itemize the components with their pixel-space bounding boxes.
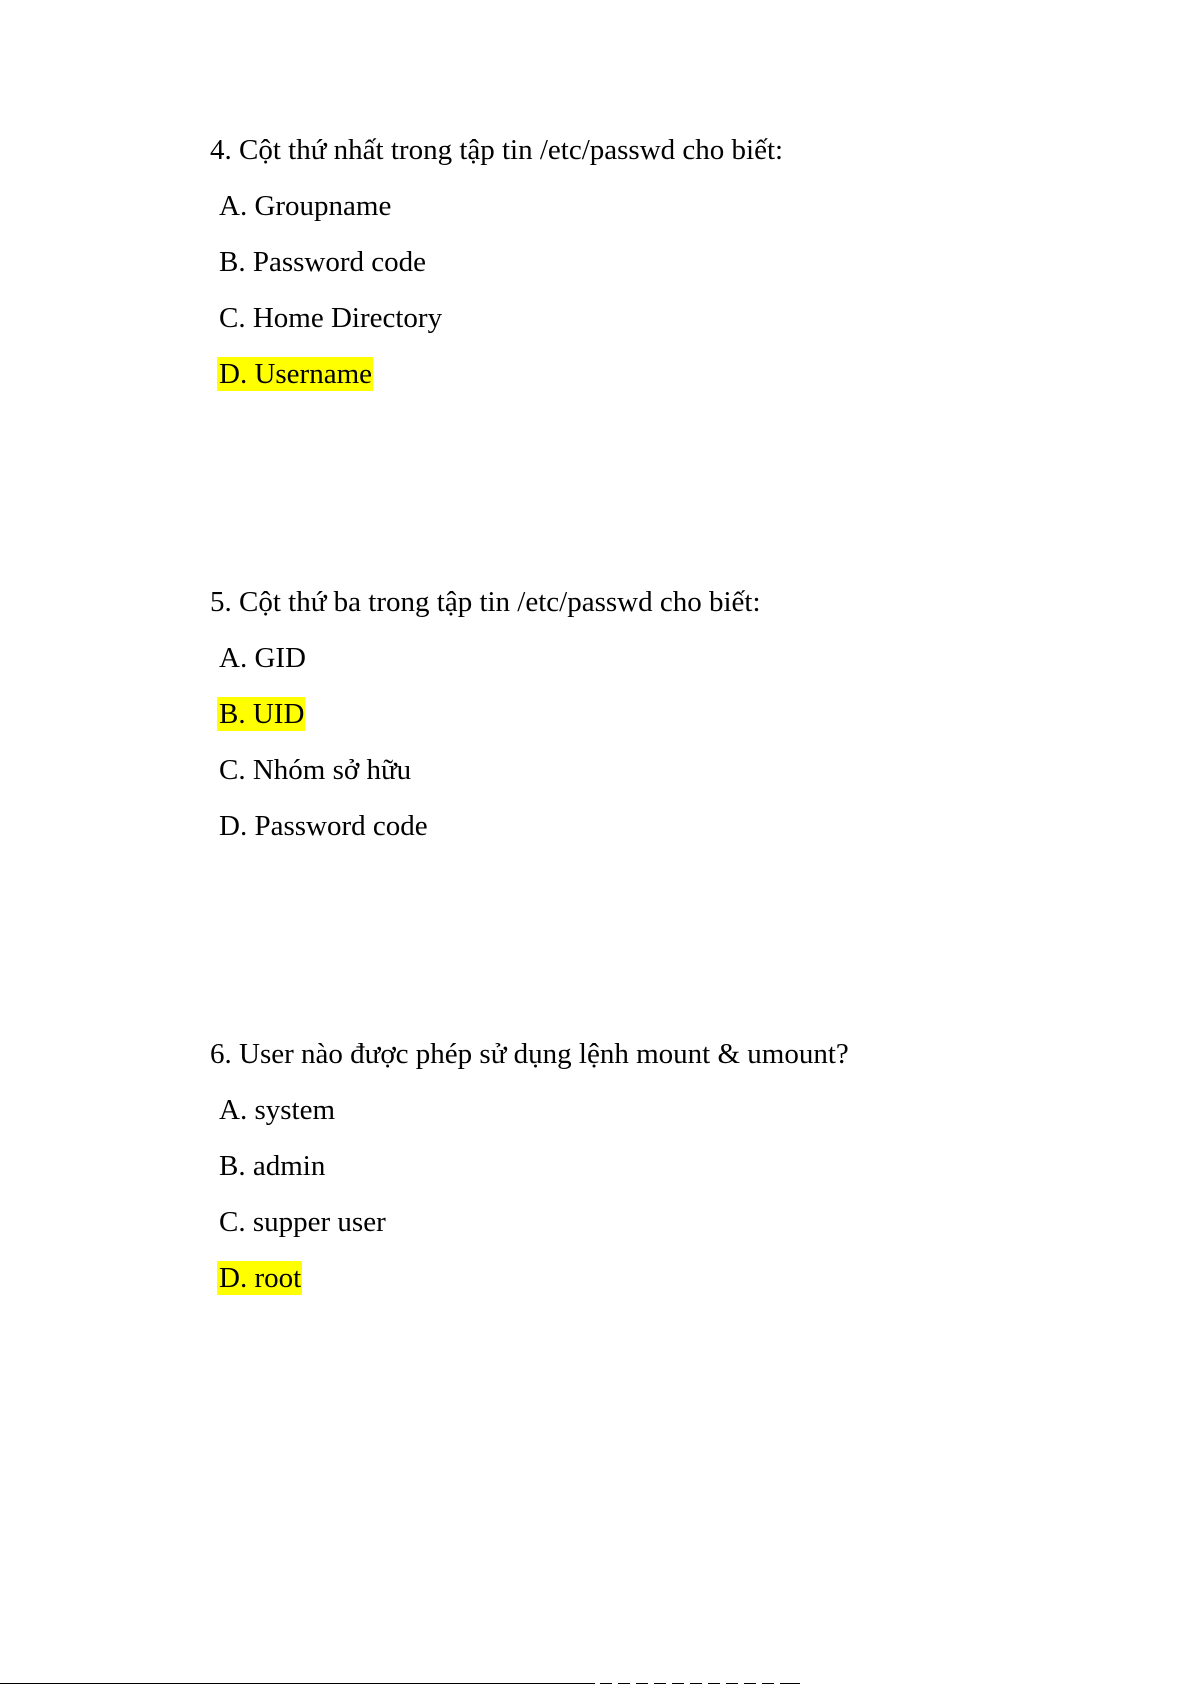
- option-text-highlighted: D. root: [219, 1262, 302, 1294]
- option-d-correct-answer: [210, 346, 1110, 402]
- rule-segment: [744, 1683, 756, 1684]
- option-text-highlighted: D. Username: [219, 358, 373, 390]
- option-d: [210, 798, 1110, 854]
- option-text: C. supper user: [219, 1206, 386, 1238]
- rule-segment: [690, 1683, 702, 1684]
- option-text: C. Nhóm sở hữu: [219, 754, 412, 786]
- option-b: [210, 234, 1110, 290]
- rule-segment: [726, 1683, 738, 1684]
- question-stem: 6. User nào được phép sử dụng lệnh mount & umount?: [210, 1038, 849, 1070]
- option-text: B. admin: [219, 1150, 326, 1182]
- rule-segment: [762, 1683, 774, 1684]
- option-b-correct-answer: [210, 686, 1110, 742]
- rule-segment: [672, 1683, 684, 1684]
- question-6: [210, 1026, 1110, 1306]
- option-a: [210, 1082, 1110, 1138]
- option-text: D. Password code: [219, 810, 428, 842]
- question-5: [210, 574, 1110, 854]
- option-text: A. GID: [219, 642, 306, 674]
- rule-segment: [0, 1683, 595, 1684]
- option-text: A. Groupname: [219, 190, 392, 222]
- option-a: [210, 630, 1110, 686]
- option-c: [210, 1194, 1110, 1250]
- option-b: [210, 1138, 1110, 1194]
- rule-segment: [780, 1683, 800, 1684]
- option-c: [210, 290, 1110, 346]
- option-d-correct-answer: [210, 1250, 1110, 1306]
- rule-segment: [600, 1683, 612, 1684]
- option-a: [210, 178, 1110, 234]
- question-4: [210, 122, 1110, 402]
- option-text: A. system: [219, 1094, 335, 1126]
- rule-segment: [708, 1683, 720, 1684]
- rule-segment: [618, 1683, 630, 1684]
- rule-segment: [636, 1683, 648, 1684]
- option-text: C. Home Directory: [219, 302, 443, 334]
- rule-segment: [654, 1683, 666, 1684]
- option-text: B. Password code: [219, 246, 427, 278]
- question-stem: 4. Cột thứ nhất trong tập tin /etc/passwd cho biết:: [210, 134, 784, 166]
- option-text-highlighted: B. UID: [219, 698, 305, 730]
- question-stem: 5. Cột thứ ba trong tập tin /etc/passwd cho biết:: [210, 586, 761, 618]
- option-c: [210, 742, 1110, 798]
